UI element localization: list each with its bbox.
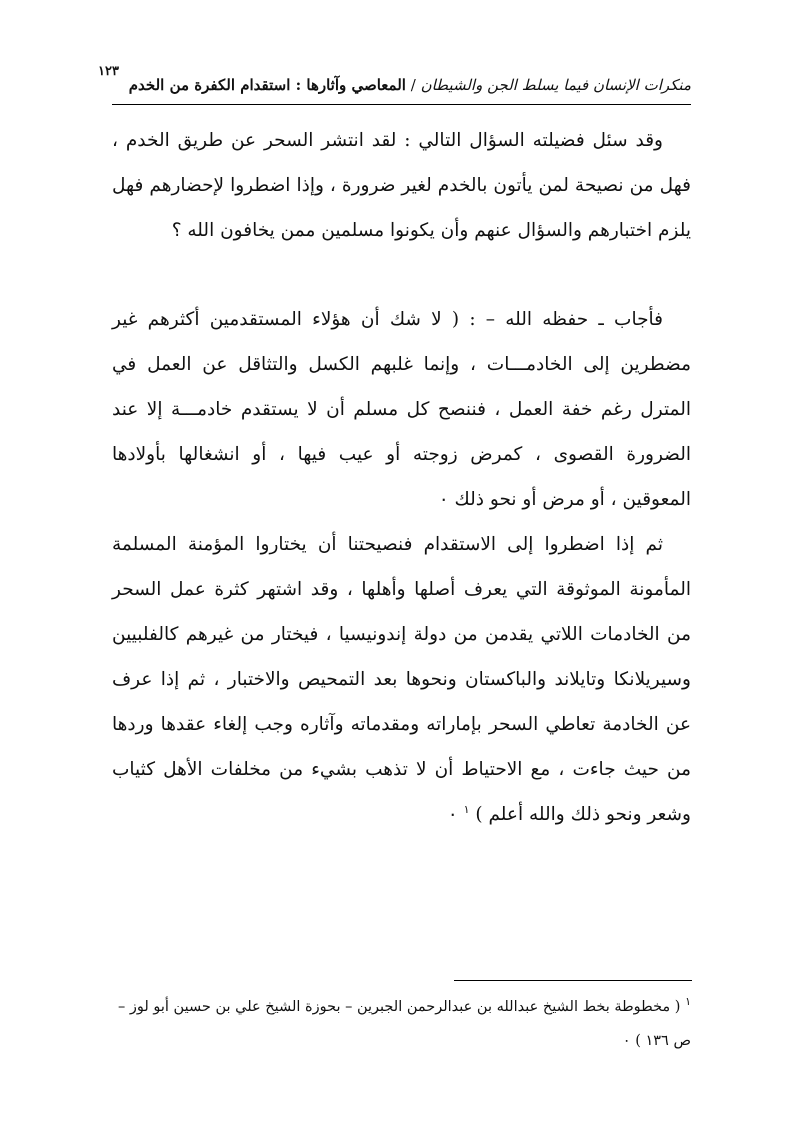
book-title: منكرات الإنسان فيما يسلط الجن والشيطان bbox=[420, 76, 691, 94]
answer-continuation-paragraph bbox=[112, 522, 691, 837]
footnote bbox=[100, 990, 691, 1058]
answer-continuation-text: ثم إذا اضطروا إلى الاستقدام فنصيحتنا أن يختاروا المؤمنة المسلمة المأمونة الموثوقة التي يعرف أصلها وأهلها ، وقد اشتهر كثرة عمل السحر من الخادمات اللاتي يقدمن من دولة إندونيسيا ، فيختار من غيرهم كالفلبيين وسيريلانكا وتايلاند والباكستان ونحوها بعد التمحيص والاختبار ، ثم إذا عرف عن الخادمة تعاطي السحر بإماراته ومقدماته وآثاره وجب إلغاء عقدها وردها من حيث جاءت ، مع الاحتياط أن لا تذهب بشيء من مخلفات الأهل كثياب وشعر ونحو ذلك والله أعلم ) bbox=[112, 534, 691, 825]
section-title: المعاصي وآثارها : استقدام الكفرة من الخدم bbox=[128, 76, 406, 94]
main-text bbox=[112, 118, 691, 837]
answer-paragraph: فأجاب ـ حفظه الله – : ( لا شك أن هؤلاء المستقدمين أكثرهم غير مضطرين إلى الخادمـــات ، وإنما غلبهم الكسل والتثاقل عن العمل في المترل رغم خفة العمل ، فننصح كل مسلم أن لا يستقدم خادمـــة إلا عند الضرورة القصوى ، كمرض زوجته أو عيب فيها ، أو انشغالها بأولادها المعوقين ، أو مرض أو نحو ذلك ٠ bbox=[112, 309, 691, 510]
running-header bbox=[130, 74, 691, 96]
footnote-reference[interactable]: ١ bbox=[463, 802, 470, 816]
footnote-marker: ١ bbox=[685, 995, 691, 1009]
footnote-text: ( مخطوطة بخط الشيخ عبدالله بن عبدالرحمن الجبرين – بحوزة الشيخ علي بن حسين أبو لوز – ص ١٣٦ ) ٠ bbox=[118, 999, 691, 1049]
footnote-rule bbox=[454, 980, 692, 981]
question-paragraph: وقد سئل فضيلته السؤال التالي : لقد انتشر السحر عن طريق الخدم ، فهل من نصيحة لمن يأتون بالخدم لغير ضرورة ، وإذا اضطروا لإحضارهم فهل يلزم اختبارهم والسؤال عنهم وأن يكونوا مسلمين ممن يخافون الله ؟ bbox=[112, 130, 691, 241]
header-rule bbox=[112, 104, 691, 105]
ending-mark: ٠ bbox=[447, 804, 464, 825]
page-number: ١٢٣ bbox=[98, 64, 119, 79]
header-separator: / bbox=[410, 76, 416, 94]
